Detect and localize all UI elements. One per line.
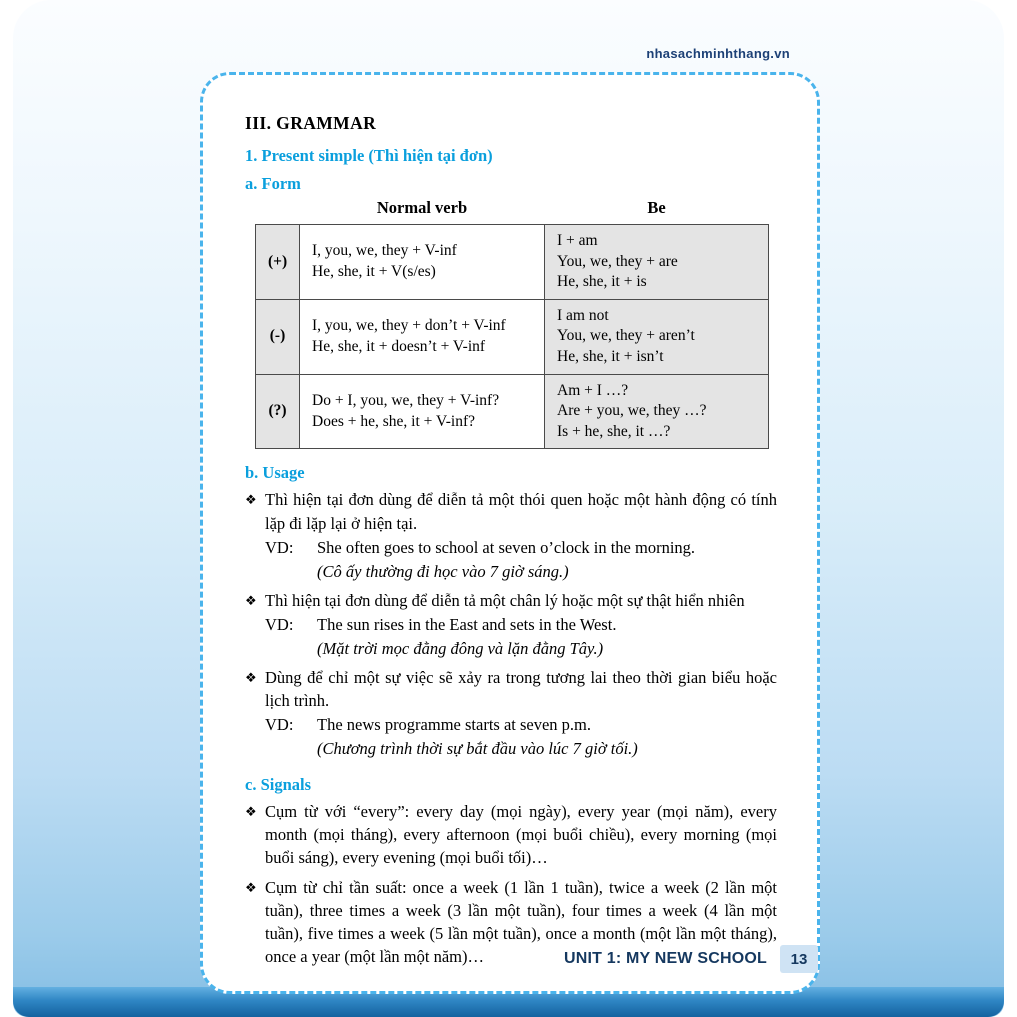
be-cell: [545, 299, 769, 374]
sign-cell: (+): [256, 225, 300, 300]
usage-text: Thì hiện tại đơn dùng để diễn tả một chân lý hoặc một sự thật hiển nhiên: [265, 590, 745, 610]
example-sentence: The news programme starts at seven p.m.: [317, 715, 592, 735]
cell-line: I, you, we, they + V-inf: [312, 242, 457, 260]
diamond-bullet-icon: ❖: [245, 879, 257, 895]
usage-label: b. Usage: [245, 463, 305, 483]
example-label: VD:: [265, 614, 294, 634]
usage-bullet: [245, 589, 777, 612]
table-header-normal-verb: Normal verb: [376, 198, 468, 217]
form-table: [255, 196, 769, 449]
example-label: VD:: [265, 537, 294, 557]
signal-item: [245, 800, 777, 869]
diamond-bullet-icon: ❖: [245, 670, 257, 686]
normal-verb-cell: [300, 225, 545, 300]
example-row: [265, 536, 777, 559]
sign-cell: (-): [256, 299, 300, 374]
subsection-title: 1. Present simple (Thì hiện tại đơn): [245, 146, 493, 165]
usage-text: Dùng để chỉ một sự việc sẽ xảy ra trong tương lai theo thời gian biểu hoặc lịch trình.: [265, 668, 777, 711]
signal-bullet: [245, 800, 777, 869]
cell-line: He, she, it + V(s/es): [312, 262, 436, 280]
cell-line: He, she, it + is: [557, 273, 647, 291]
example-translation: (Cô ấy thường đi học vào 7 giờ sáng.): [317, 561, 569, 581]
diamond-bullet-icon: ❖: [245, 803, 257, 819]
signal-text: Cụm từ chỉ tần suất: once a week (1 lần 1 tuần), twice a week (2 lần một tuần), three times a week (3 lần một tuần), four times a week (4 lần một tuần), five times a week (5 lần một tuần), once a month (một lần một tháng), once a year (một lần một năm)…: [265, 877, 777, 967]
sign-cell: (?): [256, 374, 300, 449]
table-header-row: [256, 196, 769, 225]
table-row-negative: [256, 299, 769, 374]
table-row-question: [256, 374, 769, 449]
cell-line: Does + he, she, it + V-inf?: [312, 412, 475, 430]
signals-label: c. Signals: [245, 774, 312, 794]
section-title: III. GRAMMAR: [245, 113, 377, 133]
cell-line: You, we, they + aren’t: [557, 327, 695, 345]
normal-verb-cell: [300, 374, 545, 449]
usage-item: [245, 589, 777, 660]
diamond-bullet-icon: ❖: [245, 592, 257, 608]
cell-line: You, we, they + are: [557, 252, 678, 270]
diamond-bullet-icon: ❖: [245, 492, 257, 508]
cell-line: I + am: [557, 232, 598, 249]
table-row-affirmative: [256, 225, 769, 300]
watermark: nhasachminhthang.vn: [646, 46, 790, 61]
usage-bullet: [245, 488, 777, 534]
signal-text: Cụm từ với “every”: every day (mọi ngày), every year (mọi năm), every month (mọi tháng), every afternoon (mọi buổi chiều), every morning (mọi buổi sáng), every evening (mọi buổi tối)…: [265, 801, 777, 867]
usage-item: [245, 666, 777, 760]
be-cell: [545, 225, 769, 300]
cell-line: He, she, it + isn’t: [557, 348, 664, 366]
cell-line: Do + I, you, we, they + V-inf?: [312, 391, 500, 409]
cell-line: I am not: [557, 306, 609, 324]
table-header-be: Be: [647, 198, 666, 217]
example-sentence: She often goes to school at seven o’clock in the morning.: [317, 537, 696, 557]
be-cell: [545, 374, 769, 449]
form-label: a. Form: [245, 174, 301, 193]
cell-line: I, you, we, they + don’t + V-inf: [312, 317, 506, 335]
usage-bullet: [245, 666, 777, 712]
example-row: [265, 713, 777, 736]
page-number: 13: [780, 945, 818, 973]
usage-item: [245, 488, 777, 582]
cell-line: He, she, it + doesn’t + V-inf: [312, 337, 486, 355]
content-card: [200, 72, 820, 994]
unit-title: UNIT 1: MY NEW SCHOOL: [563, 950, 767, 967]
normal-verb-cell: [300, 299, 545, 374]
table-header-sign: [256, 196, 300, 225]
example-row: [265, 613, 777, 636]
cell-line: Is + he, she, it …?: [557, 422, 671, 440]
example-sentence: The sun rises in the East and sets in the West.: [317, 614, 617, 634]
page-footer: [564, 945, 818, 973]
cell-line: Am + I …?: [557, 381, 629, 399]
example-translation: (Mặt trời mọc đằng đông và lặn đằng Tây.): [317, 639, 604, 659]
example-label: VD:: [265, 715, 294, 735]
cell-line: Are + you, we, they …?: [557, 402, 707, 420]
usage-text: Thì hiện tại đơn dùng để diễn tả một thói quen hoặc một hành động có tính lặp đi lặp lại ở hiện tại.: [265, 490, 777, 533]
example-translation: (Chương trình thời sự bắt đầu vào lúc 7 giờ tối.): [317, 739, 638, 759]
